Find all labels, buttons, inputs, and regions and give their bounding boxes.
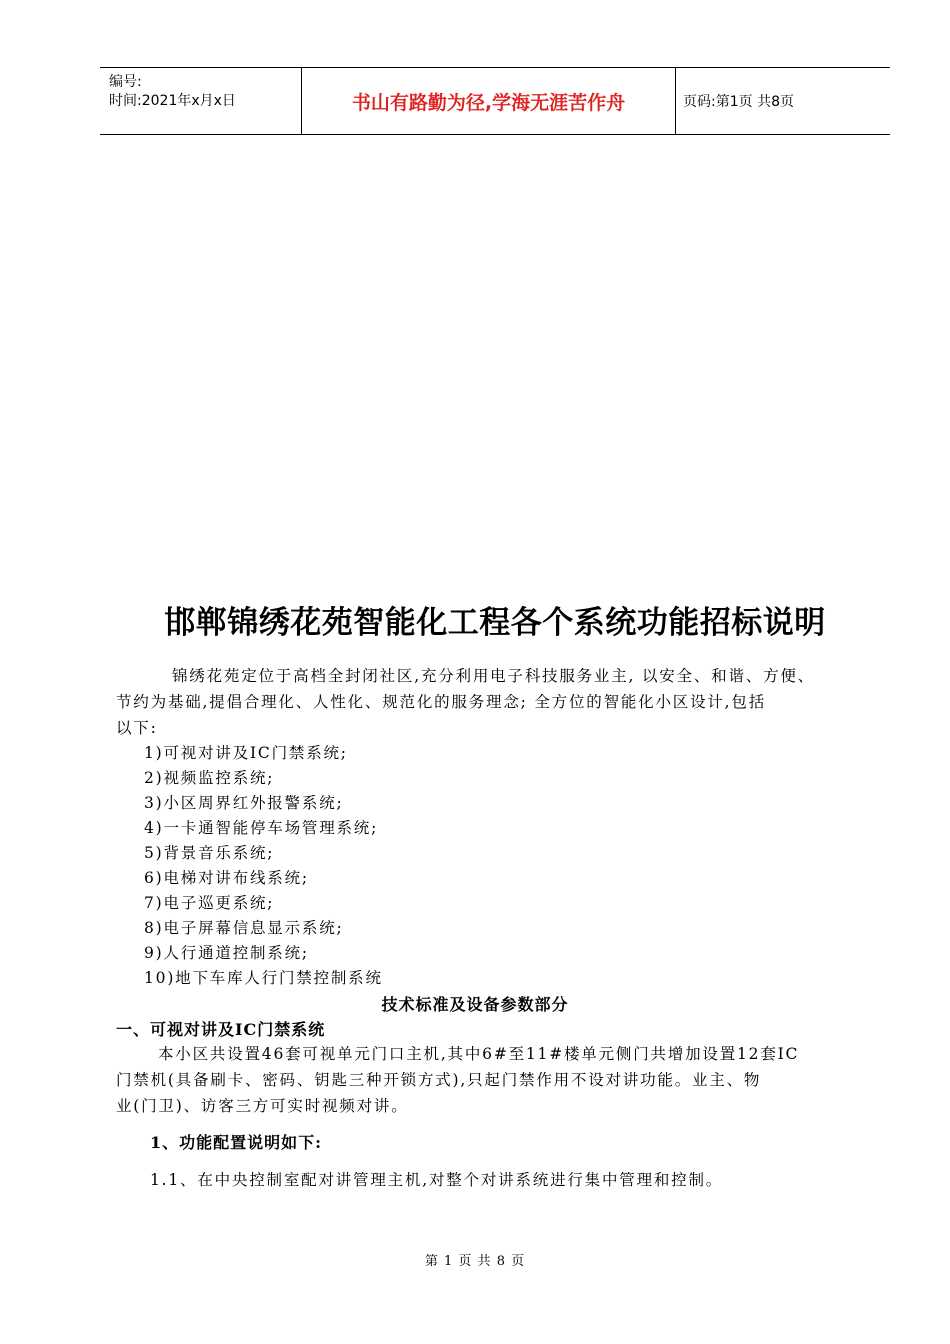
page-header: [100, 67, 890, 135]
system-item-7: 7)电子巡更系统;: [144, 894, 275, 912]
section-1-para-line-2: 门禁机(具备刷卡、密码、钥匙三种开锁方式),只起门禁作用不设对讲功能。业主、物: [116, 1071, 762, 1089]
system-item-8: 8)电子屏幕信息显示系统;: [144, 919, 344, 937]
intro-line-2: 节约为基础,提倡合理化、人性化、规范化的服务理念; 全方位的智能化小区设计,包括: [116, 693, 767, 711]
header-meta: [100, 68, 302, 134]
system-item-2: 2)视频监控系统;: [144, 769, 275, 787]
item-1-1: 1.1、在中央控制室配对讲管理主机,对整个对讲系统进行集中管理和控制。: [150, 1171, 724, 1189]
tech-heading: 技术标准及设备参数部分: [381, 995, 569, 1014]
system-item-3: 3)小区周界红外报警系统;: [144, 794, 344, 812]
system-item-1: 1)可视对讲及IC门禁系统;: [144, 744, 348, 762]
system-item-9: 9)人行通道控制系统;: [144, 944, 309, 962]
intro-line-3: 以下:: [116, 719, 158, 737]
section-1-heading: 一、可视对讲及IC门禁系统: [116, 1020, 326, 1039]
section-1-para-line-3: 业(门卫)、访客三方可实时视频对讲。: [116, 1097, 409, 1115]
system-item-6: 6)电梯对讲布线系统;: [144, 869, 309, 887]
page-footer: 第 1 页 共 8 页: [424, 1254, 526, 1269]
document-title: 邯郸锦绣花苑智能化工程各个系统功能招标说明: [164, 605, 826, 641]
header-page-info: 页码:第1页 共8页: [683, 94, 794, 110]
system-item-10: 10)地下车库人行门禁控制系统: [144, 969, 383, 987]
system-item-4: 4)一卡通智能停车场管理系统;: [144, 819, 379, 837]
number-label: 编号:: [109, 74, 142, 90]
time-label: 时间:2021年x月x日: [109, 93, 236, 109]
system-item-5: 5)背景音乐系统;: [144, 844, 275, 862]
section-1-sub-heading: 1、功能配置说明如下:: [150, 1133, 323, 1152]
intro-line-1: 锦绣花苑定位于高档全封闭社区,充分利用电子科技服务业主, 以安全、和谐、方便、: [172, 667, 815, 685]
header-motto: 书山有路勤为径,学海无涯苦作舟: [302, 68, 676, 134]
section-1-para-line-1: 本小区共设置46套可视单元门口主机,其中6#至11#楼单元侧门共增加设置12套IC: [158, 1045, 800, 1063]
